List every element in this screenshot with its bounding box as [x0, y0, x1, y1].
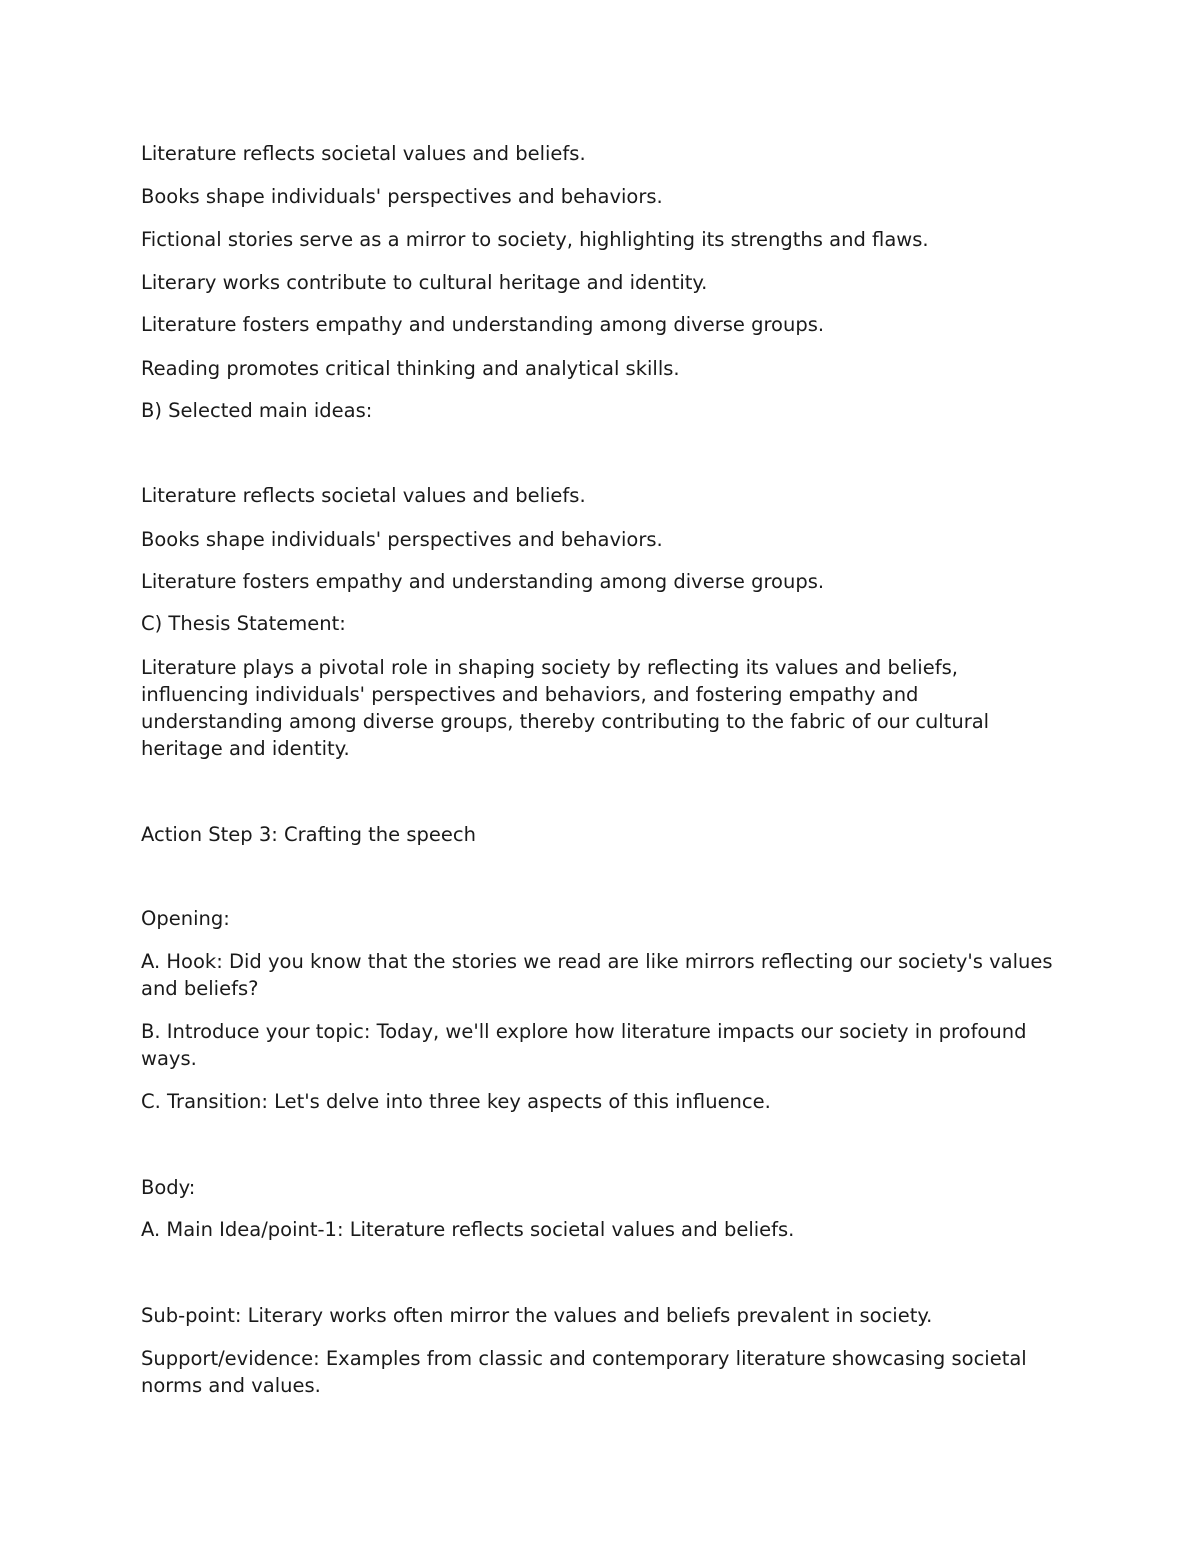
- opening-topic: B. Introduce your topic: Today, we'll explore how literature impacts our society in profound ways.: [141, 1020, 1027, 1070]
- idea-item: Literary works contribute to cultural heritage and identity.: [141, 271, 708, 294]
- opening-heading: Opening:: [141, 907, 230, 930]
- body-heading: Body:: [141, 1176, 196, 1199]
- idea-item: Reading promotes critical thinking and analytical skills.: [141, 357, 680, 380]
- opening-hook: A. Hook: Did you know that the stories we read are like mirrors reflecting our society's values and beliefs?: [141, 950, 1053, 1000]
- selected-idea-item: Books shape individuals' perspectives and behaviors.: [141, 528, 663, 551]
- body-sub-point: Sub-point: Literary works often mirror the values and beliefs prevalent in society.: [141, 1304, 933, 1327]
- idea-item: Literature fosters empathy and understanding among diverse groups.: [141, 313, 825, 336]
- selected-ideas-heading: B) Selected main ideas:: [141, 399, 373, 422]
- action-step-heading: Action Step 3: Crafting the speech: [141, 823, 476, 846]
- selected-idea-item: Literature reflects societal values and beliefs.: [141, 484, 586, 507]
- thesis-heading: C) Thesis Statement:: [141, 612, 346, 635]
- body-main-idea: A. Main Idea/point-1: Literature reflects societal values and beliefs.: [141, 1218, 795, 1241]
- idea-item: Books shape individuals' perspectives and behaviors.: [141, 185, 663, 208]
- body-support-evidence: Support/evidence: Examples from classic and contemporary literature showcasing societal norms and values.: [141, 1347, 1027, 1397]
- opening-transition: C. Transition: Let's delve into three key aspects of this influence.: [141, 1090, 771, 1113]
- selected-idea-item: Literature fosters empathy and understanding among diverse groups.: [141, 570, 825, 593]
- idea-item: Literature reflects societal values and beliefs.: [141, 142, 586, 165]
- idea-item: Fictional stories serve as a mirror to society, highlighting its strengths and flaws.: [141, 228, 929, 251]
- thesis-statement: Literature plays a pivotal role in shaping society by reflecting its values and beliefs, influencing individuals' perspectives and behaviors, and fostering empathy and understanding among diverse groups, thereby contributing to the fabric of our cultural heritage and identity.: [141, 656, 990, 760]
